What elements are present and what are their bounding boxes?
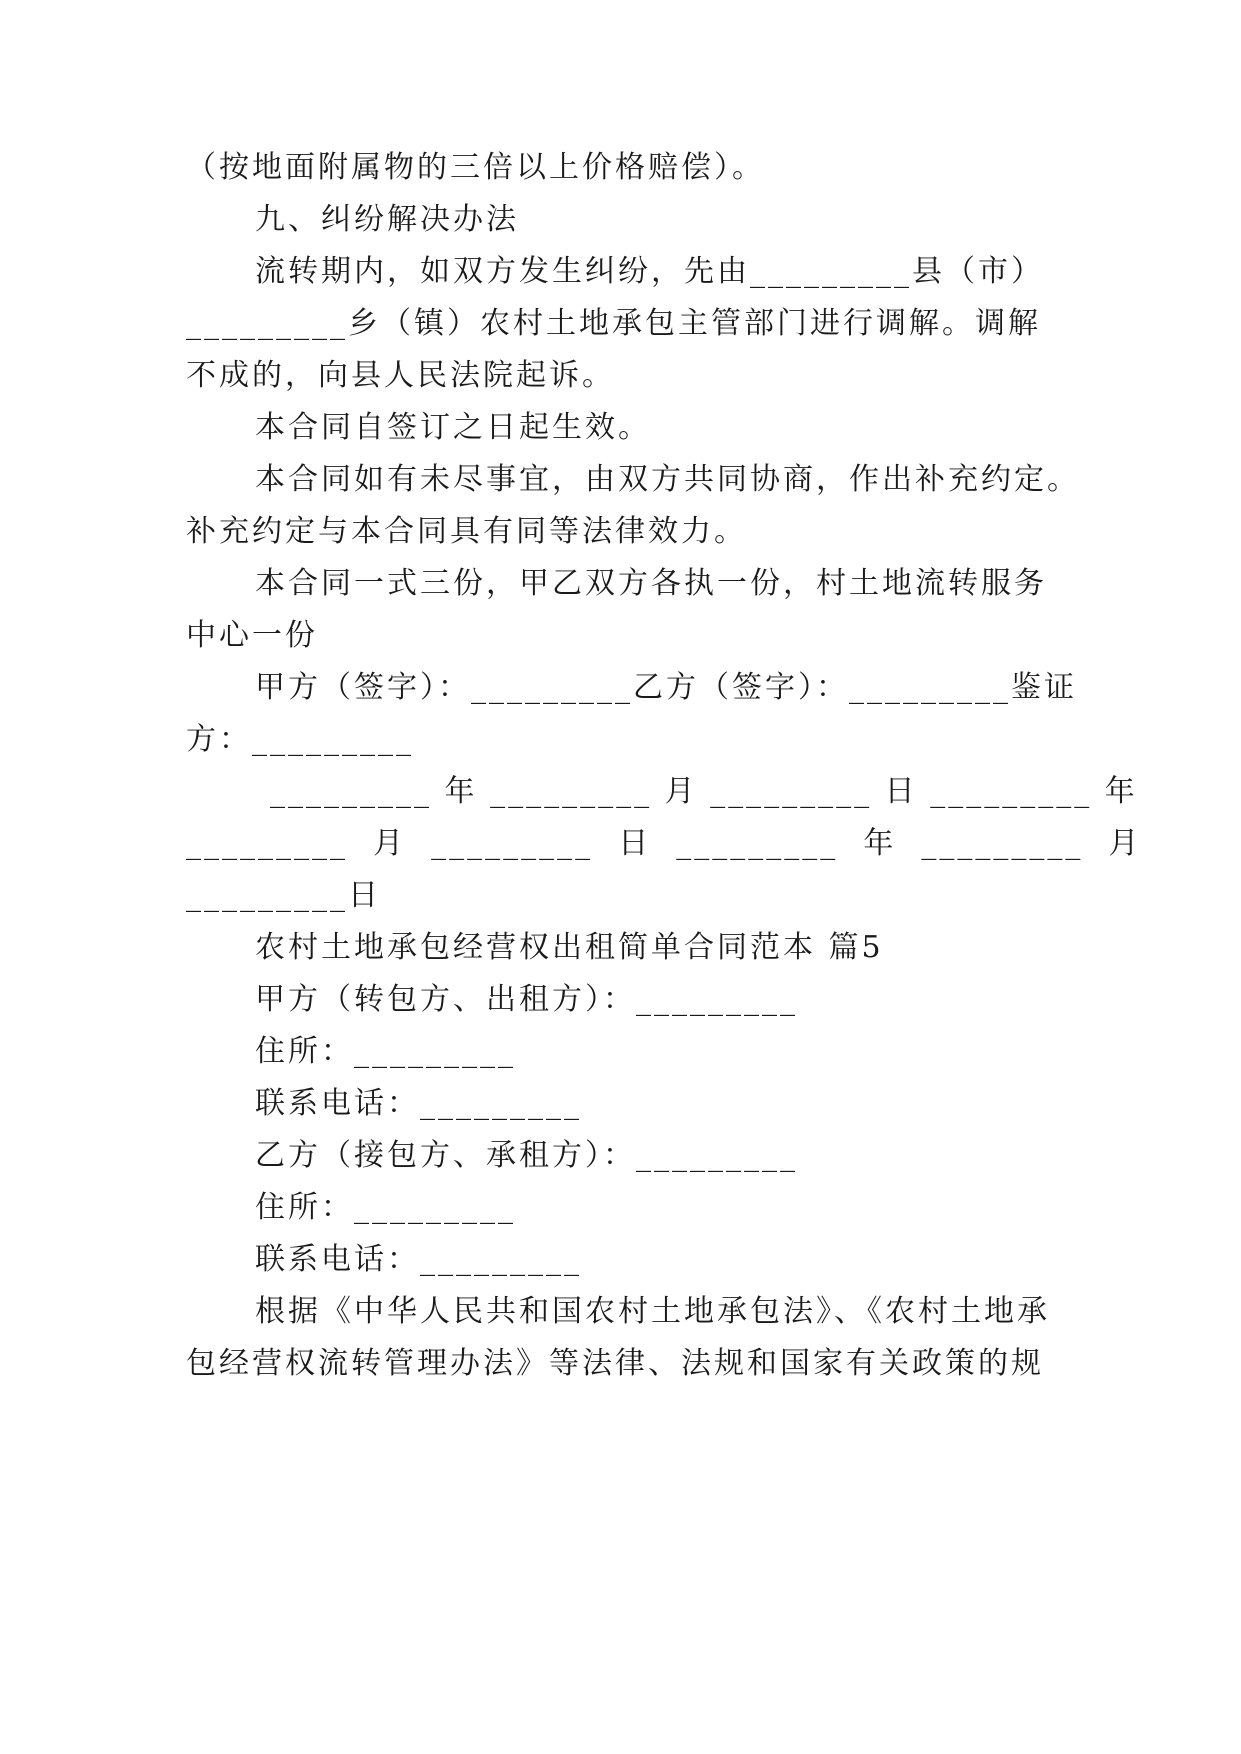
party-a-field: 甲方（转包方、出租方）：_________ [255,982,798,1017]
party-b-field: 乙方（接包方、承租方）：_________ [255,1138,798,1173]
section-heading: 九、纠纷解决办法 [255,202,519,237]
text-line: 补充约定与本合同具有同等法律效力。 [186,514,747,549]
text-line: 包经营权流转管理办法》等法律、法规和国家有关政策的规 [186,1346,1044,1381]
text-line: 本合同一式三份，甲乙双方各执一份，村土地流转服务 [255,566,1047,601]
text-line: （按地面附属物的三倍以上价格赔偿）。 [186,150,765,185]
party-b-phone-field: 联系电话：_________ [255,1242,582,1277]
contract-title: 农村土地承包经营权出租简单合同范本 篇5 [255,930,884,965]
date-line: _________ 月 _________ 日 _________ 年 _________ 月 [186,826,1142,861]
signature-line: 甲方（签字）：_________乙方（签字）：_________鉴证 [255,670,1077,705]
text-line: 本合同如有未尽事宜，由双方共同协商，作出补充约定。 [255,462,1080,497]
party-b-address-field: 住所：_________ [255,1190,516,1225]
text-line: 中心一份 [186,618,318,653]
text-line: 本合同自签订之日起生效。 [255,410,651,445]
text-line: _________乡（镇）农村土地承包主管部门进行调解。调解 [186,306,1041,341]
signature-line: 方：_________ [186,722,414,757]
party-a-phone-field: 联系电话：_________ [255,1086,582,1121]
date-line: _________ 年 _________ 月 _________ 日 _________ 年 [270,774,1138,809]
date-line: _________日 [186,878,381,913]
text-line: 根据《中华人民共和国农村土地承包法》、《农村土地承 [255,1294,1050,1329]
text-line: 不成的，向县人民法院起诉。 [186,358,615,393]
party-a-address-field: 住所：_________ [255,1034,516,1069]
text-line: 流转期内，如双方发生纠纷，先由_________县（市） [255,254,1044,289]
